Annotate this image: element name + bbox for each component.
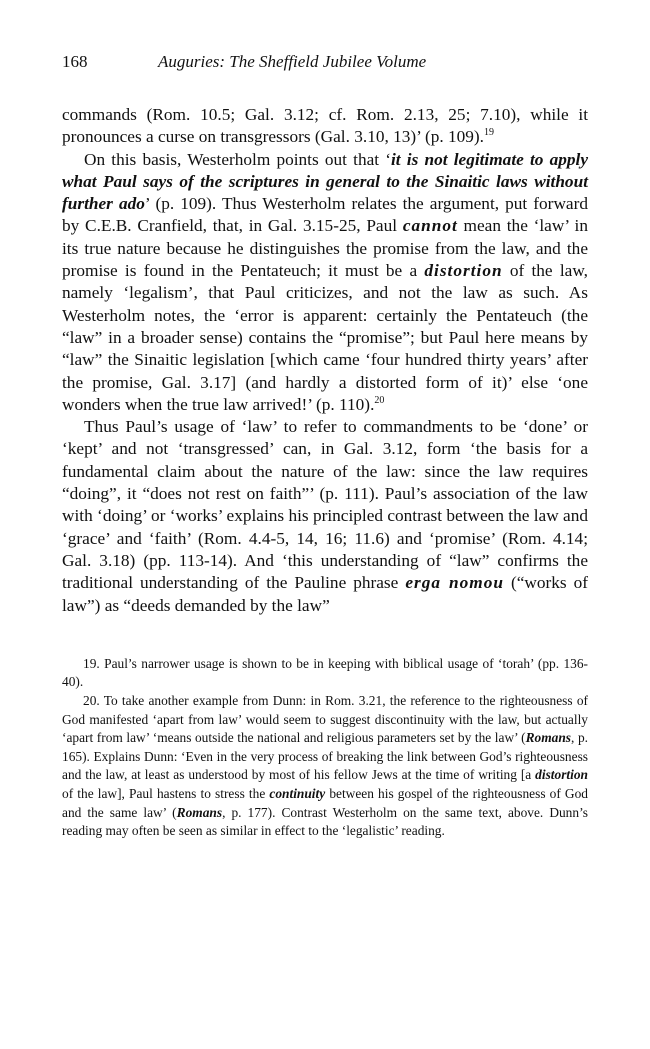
footnote-19: 19. Paul’s narrower usage is shown to be in keeping with biblical usage of ‘torah’ (pp. 136-40). xyxy=(62,655,588,690)
page-number: 168 xyxy=(62,52,88,71)
footnote-ref-20[interactable]: 20 xyxy=(374,394,385,406)
footnote-ref-19[interactable]: 19 xyxy=(484,127,494,139)
emphasis-distortion-note: distortion xyxy=(535,767,588,783)
emphasis-cannot: cannot xyxy=(402,216,458,236)
paragraph-3: Thus Paul’s usage of ‘law’ to refer to commandments to be ‘done’ or ‘kept’ and not ‘transgressed’ can, in Gal. 3.12, form ‘the basis for a fundamental claim about the nature of the law: since the law requires “doing”, it “does not rest on faith”’ (p. 111). Paul’s association of the law with ‘doing’ or ‘works’ explains his principled contrast between the law and ‘grace’ and ‘faith’ (Rom. 4.4-5, 14, 16; 11.6) and ‘promise’ (Rom. 4.14; Gal. 3.18) (pp. 113-14). And ‘this understanding of “law” confirms the traditional understanding of the Pauline phrase erga nomou (“works of law”) as “deeds demanded by the law” xyxy=(62,417,588,615)
emphasis-continuity: continuity xyxy=(269,785,326,801)
westerholm-quote: it is not legitimate to apply what Paul says of the scriptures in general to the Sinaitic laws without further ado xyxy=(62,149,588,214)
footnotes xyxy=(62,655,588,841)
footnote-20: 20. To take another example from Dunn: in Rom. 3.21, the reference to the righteousness of God manifested ‘apart from law’ would seem to suggest discontinuity with the law, but actually ‘apart from law’ ‘means outside the national and religious parameters set by the law’ (Romans, p. 165). Explains Dunn: ‘Even in the very process of breaking the link between God’s righteousness and the law, at least as understood by most of his fellow Jews at the time of writing [a distortion of the law], Paul hastens to stress the continuity between his gospel of the righteousness of God and the same law’ (Romans, p. 177). Contrast Westerholm on the same text, above. Dunn’s reading may often be seen as similar in effect to the ‘legalistic’ reading. xyxy=(62,693,588,839)
book-page xyxy=(62,52,588,841)
running-title: Auguries: The Sheffield Jubilee Volume xyxy=(158,52,427,71)
title-romans-2: Romans xyxy=(176,804,223,820)
running-head xyxy=(62,52,588,80)
emphasis-erga-nomou: erga nomou xyxy=(405,573,504,593)
title-romans: Romans xyxy=(525,730,572,746)
body-text xyxy=(62,104,588,617)
emphasis-distortion: distortion xyxy=(424,261,503,281)
paragraph-1: commands (Rom. 10.5; Gal. 3.12; cf. Rom. 2.13, 25; 7.10), while it pronounces a curse on transgressors (Gal. 3.10, 13)’ (p. 109).$^{19}$ xyxy=(62,105,588,147)
paragraph-2: On this basis, Westerholm points out that ‘it is not legitimate to apply what Paul says of the scriptures in general to the Sinaitic laws without further ado’ (p. 109). Thus Westerholm relates the argument, put forward by C.E.B. Cranfield, that, in Gal. 3.15-25, Paul cannot mean the ‘law’ in its true nature because he distinguishes the promise from the law, and the promise is found in the Pentateuch; it must be a distortion of the law, namely ‘legalism’, that Paul criticizes, and not the law as such. As Westerholm notes, the ‘error is apparent: certainly the Pentateuch (the “law” in a broader sense) contains the “promise”; but Paul here means by “law” the Sinaitic legislation [which came ‘four hundred thirty years’ after the promise, Gal. 3.17] (and hardly a distorted form of it)’ else ‘one wonders when the true law arrived!’ (p. 110).$^{20}$ xyxy=(62,149,589,414)
